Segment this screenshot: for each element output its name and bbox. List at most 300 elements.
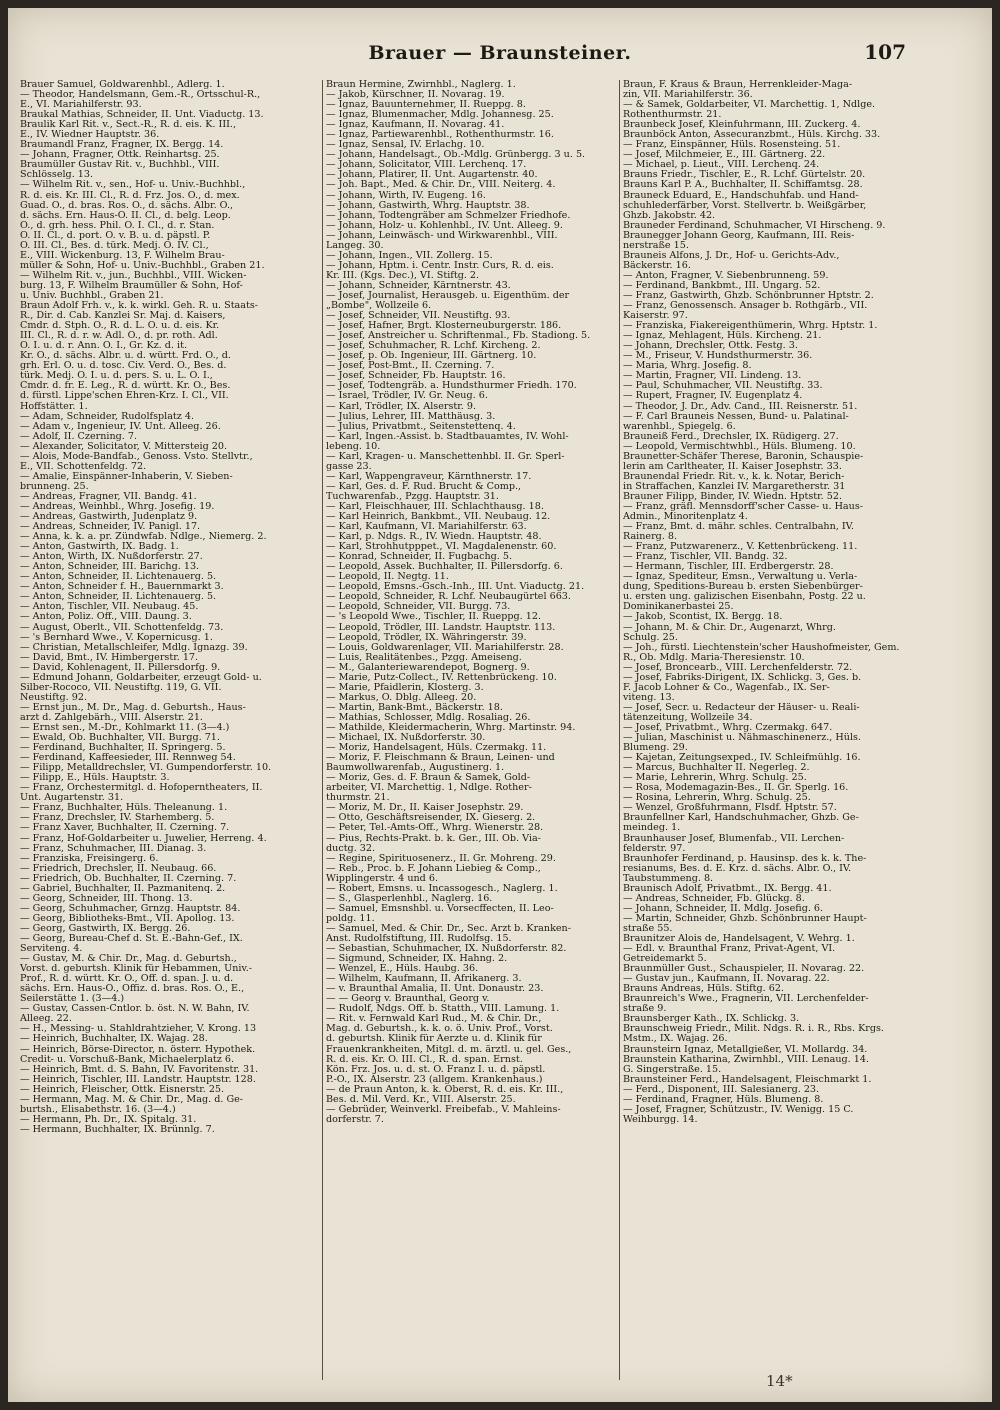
- directory-entry-line: Braunsteirn Ignaz, Metallgießer, VI. Mollardg. 34.: [623, 1044, 868, 1055]
- directory-entry-line: — Leopold, Assek. Buchhalter, II. Pillersdorfg. 6.: [326, 562, 563, 573]
- directory-entry-line: Braun, F. Kraus & Braun, Herrenkleider-Maga-: [623, 80, 853, 90]
- directory-entry-line: d. fürstl. Lippe'schen Ehren-Krz. I. Cl., VII.: [20, 391, 229, 402]
- directory-entry-line: — Adam v., Ingenieur, IV. Unt. Alleeg. 26.: [20, 421, 221, 432]
- directory-entry-line: — Andreas, Schneider, IV. Panigl. 17.: [20, 522, 201, 533]
- directory-entry-line: Frauenkrankheiten, Mitgl. d. m. ärztl. u. gel. Ges.,: [326, 1044, 572, 1055]
- directory-entry-line: — Christian, Metallschleifer, Mdlg. Ignazg. 39.: [20, 642, 248, 653]
- directory-entry-line: — Gustav, M. & Chir. Dr., Mag. d. Geburtsh.,: [20, 954, 237, 965]
- directory-entry-line: — Theodor, J. Dr., Adv. Cand., III. Reisnerstr. 51.: [623, 401, 858, 412]
- directory-entry-line: — F. Carl Brauneis Nessen, Bund- u. Palatinal-: [623, 411, 849, 422]
- directory-entry-line: felderstr. 97.: [623, 843, 686, 854]
- directory-entry-line: brunneng. 25.: [20, 481, 89, 492]
- directory-entry-line: — Ignaz, Partiewarenhbl., Rothenthurmstr. 16.: [326, 130, 554, 141]
- directory-entry-line: — Georg, Gastwirth, IX. Bergg. 26.: [20, 923, 191, 934]
- directory-entry-line: — Rosa, Modemagazin-Bes., II. Gr. Sperlg. 16.: [623, 783, 849, 794]
- directory-entry-line: — Anton, Schneider f. H., Bauernmarkt 3.: [20, 582, 224, 593]
- directory-entry-line: — Edmund Johann, Goldarbeiter, erzeugt Gold- u.: [20, 672, 262, 683]
- directory-entry-line: — Moriz, F. Fleischmann & Braun, Leinen- und: [326, 753, 555, 764]
- directory-entry-line: — Josef, Schuhmacher, R. Lchf. Kircheng. 2.: [326, 341, 541, 352]
- directory-entry-line: — — Georg v. Braunthal, Georg v.: [326, 994, 490, 1005]
- directory-entry-line: resianums, Bes. d. E. Krz. d. sächs. Albr. O., IV.: [623, 863, 852, 874]
- directory-entry-line: O. I. u. d. r. Ann. O. I., Gr. Kz. d. it.: [20, 341, 187, 352]
- directory-entry-line: — Karl, Wappengraveur, Kärnthnerstr. 17.: [326, 471, 532, 482]
- directory-entry-line: O. II. Cl., d. port. O. v. B. u. d. päpstl. P.: [20, 230, 211, 241]
- directory-entry-line: Baumwollwarenfab., Augustinerg. 1.: [326, 763, 505, 774]
- directory-entry-line: — Franz, Bmt. d. mähr. schles. Centralbahn, IV.: [623, 522, 854, 533]
- directory-entry-line: — Gabriel, Buchhalter, II. Pazmanitenq. 2.: [20, 883, 226, 894]
- directory-entry-line: — Wilhelm, Kaufmann, II. Afrikanerg. 3.: [326, 974, 522, 985]
- directory-entry-line: Braunetter-Schäfer Therese, Baronin, Schauspie-: [623, 451, 864, 462]
- directory-entry-line: — Josef, Privatbmt., Whrg. Czermakg. 647.: [623, 723, 833, 733]
- directory-entry-line: — Franz, Drechsler, IV. Starhemberg. 5.: [20, 813, 215, 824]
- directory-entry-line: — Heinrich, Börse-Director, n. österr. Hypothek.: [20, 1044, 256, 1055]
- directory-entry-line: — Leopold, Trödler, IX. Währingerstr. 39.: [326, 632, 527, 643]
- directory-entry-line: — Wenzel, E., Hüls. Haubg. 36.: [326, 964, 479, 975]
- directory-entry-line: u. Univ. Buchhbl., Graben 21.: [20, 290, 164, 301]
- directory-entry-line: — Johann, Schneider, Kärntnerstr. 43.: [326, 280, 511, 291]
- directory-entry-line: — Mathilde, Kleidermacherin, Whrg. Martinstr. 94.: [326, 723, 576, 733]
- directory-entry-line: — Johann, Drechsler, Ottk. Festg. 3.: [623, 341, 798, 352]
- directory-entry-line: — David, Kohlenagent, II. Pillersdorfg. 9.: [20, 662, 221, 673]
- directory-entry-line: Vorst. d. geburtsh. Klinik für Hebammen, Univ.-: [20, 964, 253, 975]
- directory-entry-line: — Martin, Bank-Bmt., Bäckerstr. 18.: [326, 702, 503, 713]
- directory-entry-line: Brauneiß Ferd., Drechsler, IX. Rüdigerg. 27.: [623, 431, 839, 442]
- directory-entry-line: Admin., Minoritenplatz 4.: [623, 512, 748, 523]
- directory-entry-line: Braunbeck Josef, Kleinfuhrmann, III. Zuckerg. 4.: [623, 120, 861, 131]
- directory-entry-line: — Johann, M. & Chir. Dr., Augenarzt, Whrg.: [623, 622, 836, 633]
- directory-entry-line: sächs. Ern. Haus-O., Offiz. d. bras. Ros. O., E.,: [20, 984, 245, 995]
- directory-entry-line: — Franz, Schuhmacher, III. Dianag. 3.: [20, 843, 207, 854]
- directory-entry-line: Braumüller Gustav Rit. v., Buchhbl., VIII.: [20, 160, 220, 171]
- directory-entry-line: — Rit. v. Fernwald Karl Rud., M. & Chir. Dr.,: [326, 1014, 542, 1025]
- directory-entry-line: — Andreas, Weinhbl., Whrg. Josefig. 19.: [20, 501, 215, 512]
- directory-entry-line: — David, Bmt., IV. Himbergerstr. 17.: [20, 652, 199, 663]
- directory-entry-line: — Markus, O. Dblg. Alleeg. 20.: [326, 692, 477, 703]
- directory-entry-line: E., IV. Wiedner Hauptstr. 36.: [20, 130, 160, 141]
- directory-entry-line: — Johann, Hptm. i. Centr. Instr. Curs, R. d. eis.: [326, 260, 554, 271]
- directory-columns: [20, 80, 980, 1380]
- column-1: [20, 80, 320, 1380]
- directory-entry-line: — Ignaz, Blumenmacher, Mdlg. Johannesg. 25.: [326, 110, 554, 121]
- directory-entry-line: Braunhofer Ferdinand, p. Hausinsp. des k. k. The-: [623, 853, 867, 864]
- directory-entry-line: — Leopold, II. Negtg. 11.: [326, 572, 449, 583]
- directory-entry-line: — Karl, Trödler, IX. Alserstr. 9.: [326, 401, 477, 412]
- directory-entry-line: Braunendal Friedr. Rit. v., k. k. Notar, Berich-: [623, 471, 845, 482]
- directory-entry-line: — August, Oberlt., VII. Schottenfeldg. 73.: [20, 622, 224, 633]
- directory-entry-line: — Josef, Secr. u. Redacteur der Häuser- u. Reali-: [623, 702, 860, 713]
- directory-entry-line: — 's Bernhard Wwe., V. Kopernicusg. 1.: [20, 632, 213, 643]
- directory-entry-line: Braunreich's Wwe., Fragnerin, VII. Lerchenfelder-: [623, 994, 869, 1005]
- directory-entry-line: grh. Erl. O. u. d. tosc. Civ. Verd. O., Bes. d.: [20, 361, 227, 372]
- directory-entry-line: Brauns Andreas, Hüls. Stiftg. 62.: [623, 984, 784, 995]
- directory-entry-line: Dominikanerbastei 25.: [623, 602, 734, 613]
- directory-entry-line: — Ferdinand, Buchhalter, II. Springerg. 5.: [20, 743, 226, 754]
- directory-entry-line: — Ignaz, Kaufmann, II. Novarag. 41.: [326, 120, 505, 131]
- directory-entry-line: — Marie, Pfaidlerin, Klosterg. 3.: [326, 682, 484, 693]
- directory-entry-line: Braunitzer Alois de, Handelsagent, V. Wehrg. 1.: [623, 933, 855, 944]
- directory-entry-line: — Karl, Ingen.-Assist. b. Stadtbauamtes, IV. Wohl-: [326, 431, 569, 442]
- directory-entry-line: Braun Adolf Frh. v., k. k. wirkl. Geh. R. u. Staats-: [20, 301, 259, 312]
- directory-entry-line: Braumandl Franz, Fragner, IX. Bergg. 14.: [20, 140, 224, 151]
- directory-entry-line: in Straffachen, Kanzlei IV. Margaretherstr. 31: [623, 481, 846, 492]
- directory-entry-line: — Alexander, Solicitator, V. Mittersteig 20.: [20, 441, 228, 452]
- directory-entry-line: — Johann, Schneider, II. Mdlg. Josefig. 6.: [623, 903, 824, 914]
- directory-entry-line: — Robert, Emsns. u. Incassogesch., Naglerg. 1.: [326, 883, 558, 894]
- directory-entry-line: — Johann, Solicitator, VIII. Lerchenq. 17.: [326, 160, 527, 171]
- directory-entry-line: R., Ob. Mdlg. Maria-Theresienstr. 10.: [623, 652, 805, 663]
- directory-entry-line: Brauner Filipp, Binder, IV. Wiedn. Hptstr. 52.: [623, 491, 843, 502]
- directory-entry-line: — Friedrich, Drechsler, II. Neubaug. 66.: [20, 863, 217, 874]
- directory-entry-line: — Friedrich, Ob. Buchhalter, II. Czerning. 7.: [20, 873, 237, 884]
- directory-entry-line: Cmdr. d. fr. E. Leg., R. d. württ. Kr. O., Bes.: [20, 381, 231, 392]
- directory-entry-line: — Jakob, Scontist, IX. Bergg. 18.: [623, 612, 783, 623]
- directory-entry-line: — Anton, Schneider, II. Lichtenauerg. 5.: [20, 592, 217, 603]
- directory-entry-line: lerin am Carltheater, II. Kaiser Josephstr. 33.: [623, 461, 842, 472]
- directory-entry-line: — Hermann, Buchhalter, IX. Brünnlg. 7.: [20, 1124, 215, 1135]
- directory-entry-line: — Wilhelm Rit. v., sen., Hof- u. Univ.-Buchhbl.,: [20, 180, 246, 191]
- directory-entry-line: Brauneck Eduard, E., Handschuhfab. und Hand-: [623, 190, 859, 201]
- directory-entry-line: — Franz, Einspänner, Hüls. Rosensteing. 51.: [623, 140, 841, 151]
- directory-entry-line: — Johann, Handelsagt., Ob.-Mdlg. Grünbergg. 3 u. 5.: [326, 150, 586, 161]
- directory-entry-line: — Josef, Schneider, Fb. Hauptstr. 16.: [326, 371, 506, 382]
- directory-entry-line: — Marie, Lehrerin, Whrg. Schulg. 25.: [623, 773, 807, 784]
- directory-entry-line: — Georg, Bureau-Chef d. St. E.-Bahn-Gef., IX.: [20, 933, 243, 944]
- directory-entry-line: — Heinrich, Tischler, III. Landstr. Hauptstr. 128.: [20, 1074, 256, 1085]
- directory-entry-line: Silber-Rococo, VII. Neustiftg. 119, G. VII.: [20, 682, 222, 693]
- directory-entry-line: — Michael, p. Lieut., VIII. Lerchenq. 24.: [623, 160, 820, 171]
- directory-entry-line: — M., Galanteriewarendepot, Bognerg. 9.: [326, 662, 530, 673]
- directory-entry-line: — Georg, Bibliotheks-Bmt., VII. Apollog. 13.: [20, 913, 235, 924]
- directory-entry-line: — Franz Xaver, Buchhalter, II. Czerning. 7.: [20, 823, 230, 834]
- directory-entry-line: — Paul, Schuhmacher, VII. Neustiftg. 33.: [623, 381, 823, 392]
- directory-entry-line: Mag. d. Geburtsh., k. k. o. ö. Univ. Prof., Vorst.: [326, 1024, 553, 1035]
- directory-entry-line: viteng. 13.: [623, 692, 675, 703]
- directory-entry-line: — Sigmund, Schneider, IX. Hahng. 2.: [326, 954, 508, 965]
- directory-entry-line: Credit- u. Vorschuß-Bank, Michaelerplatz 6.: [20, 1054, 235, 1065]
- directory-entry-line: P.-O., IX. Alserstr. 23 (allgem. Krankenhaus.): [326, 1074, 543, 1085]
- directory-entry-line: — Reb., Proc. b. F. Johann Liebieg & Comp.,: [326, 863, 541, 874]
- directory-entry-line: — Karl, Fleischhauer, III. Schlachthausg. 18.: [326, 501, 544, 512]
- directory-entry-line: — Leopold, Vermischtwhbl., Hüls. Blumeng. 10.: [623, 441, 856, 452]
- directory-entry-line: Kr. O., d. sächs. Albr. u. d. württ. Frd. O., d.: [20, 351, 231, 362]
- directory-entry-line: Braunhauser Josef, Blumenfab., VII. Lerchen-: [623, 833, 845, 844]
- directory-entry-line: F. Jacob Lohner & Co., Wagenfab., IX. Ser-: [623, 682, 830, 693]
- directory-entry-line: Taubstummeng. 8.: [623, 873, 714, 884]
- directory-entry-line: — Johann, Fragner, Ottk. Reinhartsg. 25.: [20, 150, 220, 161]
- directory-entry-line: Braunböck Anton, Assecuranzbmt., Hüls. Kirchg. 33.: [623, 130, 881, 141]
- directory-entry-line: — Franz, Gastwirth, Ghzb. Schönbrunner Hptstr. 2.: [623, 290, 874, 301]
- directory-entry-line: — Karl Heinrich, Bankbmt., VII. Neubaug. 12.: [326, 512, 551, 523]
- directory-entry-line: gasse 23.: [326, 461, 372, 472]
- directory-entry-line: d. geburtsh. Klinik für Aerzte u. d. Klinik für: [326, 1034, 542, 1045]
- directory-entry-line: — Anton, Gastwirth, IX. Badg. 1.: [20, 542, 179, 553]
- directory-entry-line: — Josef, Broncearb., VIII. Lerchenfelderstr. 72.: [623, 662, 853, 673]
- column-divider: [619, 80, 620, 1380]
- directory-entry-line: — Josef, Schneider, VII. Neustiftg. 93.: [326, 311, 511, 322]
- directory-entry-line: — Rupert, Fragner, IV. Eugenplatz 4.: [623, 391, 803, 402]
- directory-entry-line: — Franziska, Freisingerg. 6.: [20, 853, 159, 864]
- directory-entry-line: Langeg. 30.: [326, 240, 384, 251]
- directory-entry-line: nerstraße 15.: [623, 240, 689, 251]
- directory-entry-line: Rainerg. 8.: [623, 532, 678, 543]
- directory-entry-line: meindeg. 1.: [623, 823, 681, 834]
- directory-entry-line: — Josef, Post-Bmt., II. Czerning. 7.: [326, 361, 495, 372]
- directory-entry-line: — Andreas, Gastwirth, Judenplatz 9.: [20, 512, 198, 523]
- directory-entry-line: — Sebastian, Schuhmacher, IX. Nußdorferstr. 82.: [326, 944, 567, 955]
- directory-entry-line: Brauns Friedr., Tischler, E., R. Lchf. Gürtelstr. 20.: [623, 170, 866, 181]
- directory-entry-line: — Franz, Orchestermitgl. d. Hofoperntheaters, II.: [20, 783, 263, 794]
- directory-entry-line: — Joh. Bapt., Med. & Chir. Dr., VIII. Neiterg. 4.: [326, 180, 556, 191]
- directory-entry-line: — Filipp, Metalldrechsler, VI. Gumpendorferstr. 10.: [20, 763, 272, 774]
- directory-entry-line: Braunfellner Karl, Handschuhmacher, Ghzb. Ge-: [623, 813, 859, 824]
- directory-entry-line: — Moriz, Ges. d. F. Braun & Samek, Gold-: [326, 773, 531, 784]
- directory-entry-line: — Otto, Geschäftsreisender, IX. Gieserg. 2.: [326, 813, 536, 824]
- directory-entry-line: Getreidemarkt 5.: [623, 954, 707, 965]
- directory-entry-line: — Josef, Fragner, Schützustr., IV. Wenigg. 15 C.: [623, 1104, 854, 1115]
- page-number: 107: [864, 40, 906, 64]
- directory-entry-line: — Johann, Gastwirth, Whrg. Hauptstr. 38.: [326, 200, 530, 211]
- directory-entry-line: Seilerstätte 1. (3—4.): [20, 994, 125, 1005]
- directory-entry-line: — 's Leopold Wwe., Tischler, II. Rueppg. 12.: [326, 612, 542, 623]
- directory-entry-line: — Josef, p. Ob. Ingenieur, III. Gärtnerg. 10.: [326, 351, 537, 362]
- directory-entry-line: Anst. Rudolfstiftung, III. Rudolfsg. 15.: [326, 933, 512, 944]
- directory-entry-line: — Kajetan, Zeitungsexped., IV. Schleifmühlg. 16.: [623, 753, 861, 764]
- directory-entry-line: Guad. O., d. bras. Ros. O., d. sächs. Albr. O.,: [20, 200, 234, 211]
- directory-entry-line: — Wenzel, Großfuhrmann, Flsdf. Hptstr. 57.: [623, 803, 837, 814]
- directory-entry-line: — Mathias, Schlosser, Mdlg. Rosaliag. 26.: [326, 712, 531, 723]
- directory-entry-line: Brauns Karl P. A., Buchhalter, II. Schiffamtsg. 28.: [623, 180, 863, 191]
- directory-entry-line: — Alois, Mode-Bandfab., Genoss. Vsto. Stellvtr.,: [20, 451, 253, 462]
- directory-entry-line: — Hermann, Tischler, III. Erdbergerstr. 28.: [623, 562, 834, 573]
- directory-entry-line: — Karl, Strohhutpppet., VI. Magdalenenstr. 60.: [326, 542, 557, 553]
- directory-entry-line: — S., Glasperlenhbl., Naglerg. 16.: [326, 893, 493, 904]
- directory-entry-line: — Julius, Privatbmt., Seitenstettenq. 4.: [326, 421, 516, 432]
- directory-entry-line: — Ignaz, Spediteur, Emsn., Verwaltung u. Verla-: [623, 572, 858, 583]
- directory-entry-line: Schlösselg. 13.: [20, 170, 94, 181]
- directory-entry-line: — Martin, Schneider, Ghzb. Schönbrunner Haupt-: [623, 913, 867, 924]
- directory-entry-line: — Andreas, Schneider, Fb. Glückg. 8.: [623, 893, 805, 904]
- directory-entry-line: — Georg, Schneider, III. Thong. 13.: [20, 893, 193, 904]
- directory-entry-line: — Samuel, Emsnshbl. u. Vorsecffecten, II. Leo-: [326, 903, 554, 914]
- directory-entry-line: G. Singerstraße. 15.: [623, 1064, 722, 1075]
- directory-entry-line: — Julius, Lehrer, III. Matthäusg. 3.: [326, 411, 496, 422]
- directory-entry-line: — Johann, Platirer, II. Unt. Augartenstr. 40.: [326, 170, 538, 181]
- directory-entry-line: lebeng. 10.: [326, 441, 381, 452]
- directory-entry-line: — Leopold, Trödler, III. Landstr. Hauptstr. 113.: [326, 622, 556, 633]
- directory-entry-line: — Konrad, Schneider, II. Fugbachg. 5.: [326, 552, 513, 563]
- directory-entry-line: — Franz, Tischler, VII. Bandg. 32.: [623, 552, 788, 563]
- directory-entry-line: — Franz, Putzwarenerz., V. Kettenbrückeng. 11.: [623, 542, 858, 553]
- directory-entry-line: Braukal Mathias, Schneider, II. Unt. Viaductg. 13.: [20, 110, 264, 121]
- directory-entry-line: Braunstein Katharina, Zwirnhbl., VIII. Lenaug. 14.: [623, 1054, 870, 1065]
- directory-entry-line: „Bombe", Wollzeile 6.: [326, 301, 432, 312]
- directory-entry-line: — Josef, Hafner, Brgt. Klosterneuburgerstr. 186.: [326, 321, 562, 332]
- directory-entry-line: R. d. eis. Kr. O. III. Cl., R. d. span. Ernst.: [326, 1054, 523, 1065]
- directory-entry-line: Alleeg. 22.: [20, 1014, 72, 1025]
- directory-entry-line: Weihburgg. 14.: [623, 1114, 698, 1125]
- directory-entry-line: Tuchwarenfab., Pzgg. Hauptstr. 31.: [326, 491, 499, 502]
- directory-entry-line: — Adam, Schneider, Rudolfsplatz 4.: [20, 411, 195, 422]
- directory-entry-line: — Anton, Fragner, V. Siebenbrunneng. 59.: [623, 270, 829, 281]
- directory-entry-line: — v. Braunthal Amalia, II. Unt. Donaustr. 23.: [326, 984, 544, 995]
- directory-entry-line: — Johann, Holz- u. Kohlenhbl., IV. Unt. Alleeg. 9.: [326, 220, 563, 231]
- directory-entry-line: — H., Messing- u. Stahldrahtzieher, V. Krong. 13: [20, 1024, 257, 1035]
- directory-entry-line: tätenzeitung, Wollzeile 34.: [623, 712, 753, 723]
- directory-entry-line: — Michael, IX. Nußdorferstr. 30.: [326, 733, 486, 744]
- directory-entry-line: — Anton, Schneider, III. Barichg. 13.: [20, 562, 200, 573]
- directory-entry-line: Prof., R. d. württ. Kr. O., Off. d. span. J. u. d.: [20, 974, 234, 985]
- directory-entry-line: Braunisch Adolf, Privatbmt., IX. Bergg. 41.: [623, 883, 832, 894]
- directory-entry-line: R., Dir. d. Cab. Kanzlei Sr. Maj. d. Kaisers,: [20, 311, 226, 322]
- directory-entry-line: schuhlederfärber, Vorst. Stellvertr. b. Weißgärber,: [623, 200, 867, 211]
- directory-entry-line: poldg. 11.: [326, 913, 375, 924]
- directory-entry-line: — Leopold, Schneider, VII. Burgg. 73.: [326, 602, 511, 613]
- directory-entry-line: burtsh., Elisabethstr. 16. (3—4.): [20, 1104, 176, 1115]
- directory-entry-line: R. d. eis. Kr. III. Cl., R. d. Frz. Jos. O., d. mex.: [20, 190, 240, 201]
- directory-entry-line: straße 9.: [623, 1004, 667, 1015]
- directory-entry-line: — Franz, Buchhalter, Hüls. Theleanung. 1.: [20, 803, 228, 814]
- directory-entry-line: — Ferd., Disponent, III. Salesianerg. 23.: [623, 1084, 820, 1095]
- directory-entry-line: — Franz, Genossensch. Ansager b. Rothgärb., VII.: [623, 301, 868, 312]
- directory-entry-line: Braunmüller Gust., Schauspieler, II. Novarag. 22.: [623, 964, 865, 975]
- directory-entry-line: — Gustav jun., Kaufmann, II. Novarag. 22.: [623, 974, 830, 985]
- directory-entry-line: — Anton, Tischler, VII. Neubaug. 45.: [20, 602, 199, 613]
- directory-entry-line: Blumeng. 29.: [623, 743, 688, 754]
- directory-entry-line: — Moriz, M. Dr., II. Kaiser Josephstr. 29.: [326, 803, 524, 814]
- directory-entry-line: — Martin, Fragner, VII. Lindeng. 13.: [623, 371, 802, 382]
- directory-entry-line: Rothenthurmstr. 21.: [623, 110, 722, 121]
- directory-entry-line: — Georg, Schuhmacher, Grnzg. Hauptstr. 84.: [20, 903, 241, 914]
- directory-entry-line: — Gustav, Cassen-Cntlor. b. öst. N. W. Bahn, IV.: [20, 1004, 250, 1015]
- directory-entry-line: — Pius, Rechts-Prakt. b. k. Ger., III. Ob. Via-: [326, 833, 541, 844]
- directory-entry-line: — Ferdinand, Bankbmt., III. Ungarg. 52.: [623, 280, 821, 291]
- directory-entry-line: Braulik Karl Rit. v., Sect.-R., R. d. eis. K. III.,: [20, 120, 237, 131]
- directory-entry-line: arbeiter, VI. Marchettig. 1, Ndlge. Rother-: [326, 783, 532, 794]
- directory-entry-line: O. III. Cl., Bes. d. türk. Medj. O. IV. Cl.,: [20, 240, 209, 251]
- directory-entry-line: Neustiftg. 92.: [20, 692, 88, 703]
- directory-entry-line: — Leopold, Schneider, R. Lchf. Neubaugürtel 663.: [326, 592, 571, 603]
- directory-entry-line: — Karl, p. Ndgs. R., IV. Wiedn. Hauptstr. 48.: [326, 532, 542, 543]
- directory-entry-line: Braun Hermine, Zwirnhbl., Naglerg. 1.: [326, 80, 516, 90]
- directory-entry-line: — Heinrich, Bmt. d. S. Bahn, IV. Favoritenstr. 31.: [20, 1064, 259, 1075]
- directory-entry-line: Unt. Augartenstr. 31.: [20, 793, 124, 804]
- directory-entry-line: Kaiserstr. 97.: [623, 311, 688, 322]
- directory-entry-line: — Franz, Hof-Goldarbeiter u. Juwelier, Herreng. 4.: [20, 833, 267, 844]
- directory-entry-line: — Julian, Maschinist u. Nähmaschinenerz., Hüls.: [623, 733, 861, 744]
- directory-entry-line: — Regine, Spirituosenerz., II. Gr. Mohreng. 29.: [326, 853, 556, 864]
- directory-entry-line: — Franziska, Fiakereigenthümerin, Whrg. Hptstr. 1.: [623, 321, 878, 332]
- directory-entry-line: — Heinrich, Buchhalter, IX. Wajag. 28.: [20, 1034, 208, 1045]
- directory-entry-line: — Johann, Wirth, IV. Eugeng. 16.: [326, 190, 486, 201]
- directory-entry-line: — Karl, Kaufmann, VI. Mariahilferstr. 63.: [326, 522, 527, 533]
- directory-entry-line: dorferstr. 7.: [326, 1114, 384, 1125]
- directory-entry-line: — Edl. v. Braunthal Franz, Privat-Agent, VI.: [623, 944, 836, 955]
- directory-entry-line: — Amalie, Einspänner-Inhaberin, V. Sieben-: [20, 471, 233, 482]
- directory-entry-line: — de Praun Anton, k. k. Oberst, R. d. eis. Kr. III.,: [326, 1084, 564, 1095]
- directory-entry-line: — Adolf, II. Czerning. 7.: [20, 431, 138, 442]
- directory-entry-line: dung, Speditions-Bureau b. ersten Siebenbürger-: [623, 582, 863, 593]
- directory-entry-line: — Ernst jun., M. Dr., Mag. d. Geburtsh., Haus-: [20, 702, 246, 713]
- directory-entry-line: — Josef, Milchmeier, E., III. Gärtnerg. 22.: [623, 150, 826, 161]
- directory-entry-line: — Filipp, E., Hüls. Hauptstr. 3.: [20, 773, 170, 784]
- directory-entry-line: Bes. d. Mil. Verd. Kr., VIII. Alserstr. 25.: [326, 1094, 516, 1105]
- directory-entry-line: III. Cl., R. d. r. w. Adl. O., d. pr. roth. Adl.: [20, 331, 218, 342]
- directory-entry-line: Wipplingerstr. 4 und 6.: [326, 873, 439, 884]
- directory-entry-line: Ghzb. Jakobstr. 42.: [623, 210, 716, 221]
- directory-entry-line: — Ewald, Ob. Buchhalter, VII. Burgg. 71.: [20, 733, 220, 744]
- directory-entry-line: — Karl, Ges. d. F. Rud. Brucht & Comp.,: [326, 481, 522, 492]
- directory-entry-line: — Josef, Todtengräb. a. Hundsthurmer Friedh. 170.: [326, 381, 577, 392]
- directory-entry-line: Braunegger Johann Georg, Kaufmann, III. Reis-: [623, 230, 855, 241]
- directory-entry-line: — Hermann, Mag. M. & Chir. Dr., Mag. d. Ge-: [20, 1094, 244, 1105]
- directory-entry-line: — Johann, Leinwäsch- und Wirkwarenhbl., VIII.: [326, 230, 558, 241]
- directory-entry-line: — Heinrich, Fleischer, Ottk. Eisnerstr. 25.: [20, 1084, 225, 1095]
- directory-entry-line: — Andreas, Fragner, VII. Bandg. 41.: [20, 491, 197, 502]
- directory-entry-line: — Rosina, Lehrerin, Whrg. Schulg. 25.: [623, 793, 811, 804]
- directory-entry-line: — Hermann, Ph. Dr., IX. Spitalg. 31.: [20, 1114, 197, 1125]
- directory-entry-line: — Samuel, Med. & Chir. Dr., Sec. Arzt b. Kranken-: [326, 923, 571, 934]
- directory-entry-line: u. ersten ung. galizischen Eisenbahn, Postg. 22 u.: [623, 592, 866, 603]
- directory-entry-line: — Marie, Putz-Collect., IV. Rettenbrückeng. 10.: [326, 672, 557, 683]
- directory-entry-line: — Ignaz, Sensal, IV. Erlachg. 10.: [326, 140, 485, 151]
- directory-entry-line: thurmstr. 21.: [326, 793, 390, 804]
- directory-entry-line: — Jakob, Kürschner, II. Novarag. 19.: [326, 90, 505, 101]
- directory-entry-line: — Theodor, Handelsmann, Gem.-R., Ortsschul-R.,: [20, 90, 261, 101]
- directory-entry-line: — Joh., fürstl. Liechtenstein'scher Haushofmeister, Gem.: [623, 642, 900, 653]
- directory-entry-line: — Johann, Todtengräber am Schmelzer Friedhofe.: [326, 210, 571, 221]
- column-3: [623, 80, 923, 1380]
- directory-entry-line: zin, VII. Mariahilferstr. 36.: [623, 90, 753, 101]
- directory-entry-line: Brauneder Ferdinand, Schuhmacher, VI Hirscheng. 9.: [623, 220, 886, 231]
- directory-entry-line: — Ferdinand, Fragner, Hüls. Blumeng. 8.: [623, 1094, 824, 1105]
- directory-entry-line: — Maria, Whrg. Josefig. 8.: [623, 361, 752, 372]
- directory-entry-line: — Gebrüder, Weinverkl. Freibefab., V. Mahleins-: [326, 1104, 561, 1115]
- signature-mark: 14*: [766, 1372, 793, 1390]
- directory-entry-line: — Josef, Journalist, Herausgeb. u. Eigenthüm. der: [326, 290, 570, 301]
- directory-entry-line: Hoffstätter. 1.: [20, 401, 88, 412]
- directory-entry-line: — Ernst sen., M.-Dr., Kohlmarkt 11. (3—4.): [20, 723, 230, 733]
- directory-entry-line: warenhbl., Spiegelg. 6.: [623, 421, 736, 432]
- directory-entry-line: burg. 13, F. Wilhelm Braumüller & Sohn, Hof-: [20, 280, 243, 291]
- column-divider: [322, 80, 323, 1380]
- directory-entry-line: — Anna, k. k. a. pr. Zündwfab. Ndlge., Niemerg. 2.: [20, 532, 267, 543]
- directory-entry-line: Brauer Samuel, Goldwarenhbl., Adlerg. 1.: [20, 80, 225, 90]
- directory-entry-line: — Franz, gräfl. Mennsdorff'scher Casse- u. Haus-: [623, 501, 863, 512]
- directory-entry-line: — Josef, Anstreicher u. Schriftenmal., Fb. Stadiong. 5.: [326, 331, 591, 342]
- directory-entry-line: — Wilhelm Rit. v., jun., Buchhbl., VIII. Wicken-: [20, 270, 247, 281]
- directory-entry-line: — Anton, Schneider, II. Lichtenauerg. 5.: [20, 572, 217, 583]
- directory-entry-line: — & Samek, Goldarbeiter, VI. Marchettig. 1, Ndlge.: [623, 100, 876, 111]
- directory-entry-line: Mstm., IX. Wajag. 26.: [623, 1034, 728, 1045]
- directory-entry-line: türk. Medj. O. I. u. d. pers. S. u. L. O. I.,: [20, 371, 213, 382]
- running-head: Brauer — Braunsteiner.: [368, 42, 632, 64]
- directory-entry-line: — Johann, Ingen., VII. Zollerg. 15.: [326, 250, 493, 261]
- page-header: [8, 42, 992, 72]
- directory-entry-line: ductg. 32.: [326, 843, 376, 854]
- directory-entry-line: straße 55.: [623, 923, 673, 934]
- directory-entry-line: Schulg. 25.: [623, 632, 678, 643]
- directory-entry-line: — Karl, Kragen- u. Manschettenhbl. II. Gr. Sperl-: [326, 451, 565, 462]
- directory-entry-line: arzt d. Zahlgebärh., VIII. Alserstr. 21.: [20, 712, 203, 723]
- directory-entry-line: E., VII. Schottenfeldg. 72.: [20, 461, 147, 472]
- directory-entry-line: — Israel, Trödler, IV. Gr. Neug. 6.: [326, 391, 488, 402]
- directory-entry-line: Kr. III. (Kgs. Dec.), VI. Stiftg. 2.: [326, 270, 480, 281]
- directory-entry-line: — Ignaz, Bauunternehmer, II. Rueppg. 8.: [326, 100, 526, 111]
- directory-entry-line: — Peter, Tel.-Amts-Off., Whrg. Wienerstr. 28.: [326, 823, 544, 834]
- directory-entry-line: — M., Friseur, V. Hundsthurmerstr. 36.: [623, 351, 813, 362]
- directory-entry-line: — Ignaz, Mehlagent, Hüls. Kircheng. 21.: [623, 331, 822, 342]
- directory-entry-line: — Louis, Goldwarenlager, VII. Mariahilferstr. 28.: [326, 642, 564, 653]
